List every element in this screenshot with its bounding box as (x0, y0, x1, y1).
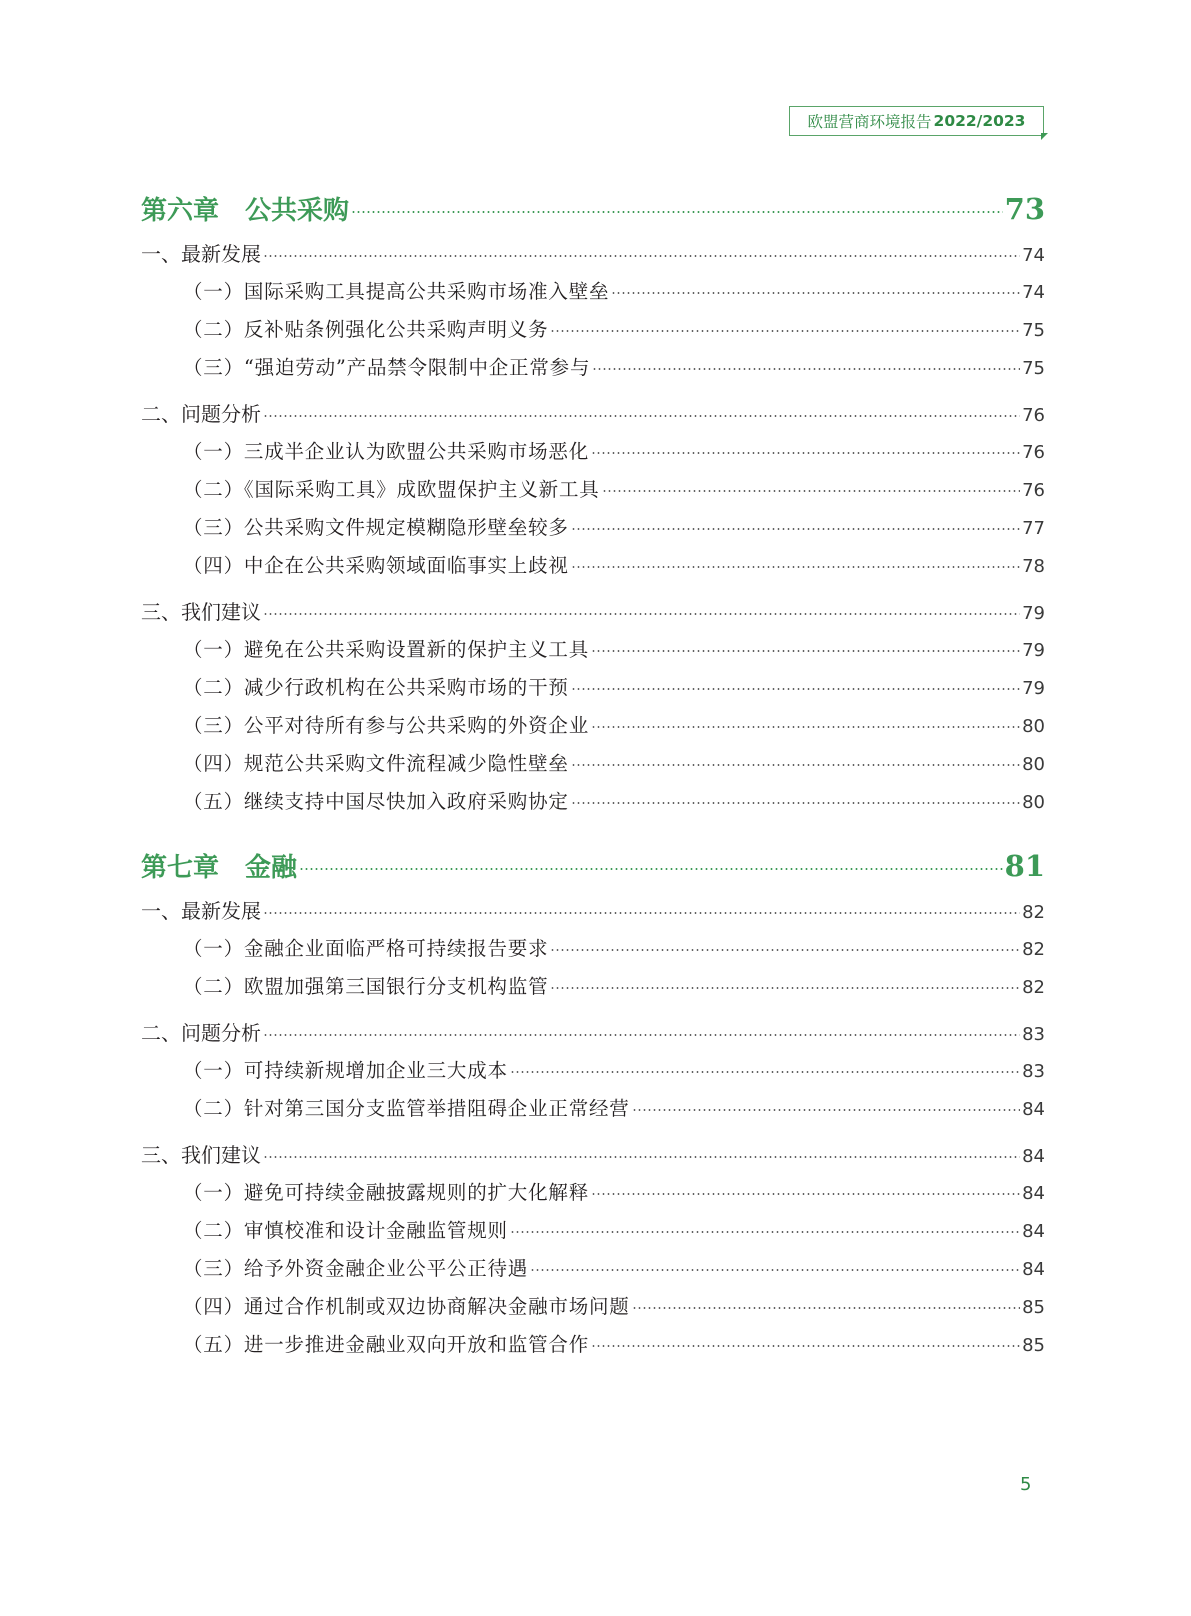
dot-leader (530, 1269, 1020, 1271)
section-entry-label: 三、我们建议 (141, 600, 261, 624)
subsection-entry-page: 84 (1022, 1099, 1045, 1120)
dot-leader (591, 1345, 1020, 1347)
subsection-entry-page: 75 (1022, 320, 1045, 341)
report-years: 2022/2023 (933, 112, 1026, 130)
dot-leader (263, 415, 1020, 417)
subsection-entry-label: （四）规范公共采购文件流程减少隐性壁垒 (183, 752, 569, 775)
dot-leader (592, 368, 1020, 370)
section-entry[interactable] (141, 596, 1045, 625)
subsection-entry-label: （三）“强迫劳动”产品禁令限制中企正常参与 (183, 356, 591, 379)
subsection-entry[interactable] (183, 1253, 1045, 1281)
chapter-entry[interactable] (141, 847, 1045, 884)
section-entry-label: 二、问题分析 (141, 402, 261, 426)
subsection-entry-page: 83 (1022, 1061, 1045, 1082)
dot-leader (571, 688, 1020, 690)
subsection-entry[interactable] (183, 436, 1045, 464)
dot-leader (263, 613, 1020, 615)
subsection-entry[interactable] (183, 314, 1045, 342)
section-entry-label: 一、最新发展 (141, 899, 261, 923)
section-entry-page: 82 (1022, 902, 1045, 923)
subsection-entry-label: （四）中企在公共采购领域面临事实上歧视 (183, 554, 569, 577)
dot-leader (632, 1307, 1020, 1309)
subsection-entry-page: 84 (1022, 1259, 1045, 1280)
subsection-entry-label: （一）金融企业面临严格可持续报告要求 (183, 937, 549, 960)
section-entry-page: 76 (1022, 405, 1045, 426)
section-entry[interactable] (141, 1139, 1045, 1168)
chapter-entry[interactable] (141, 190, 1045, 227)
dot-leader (591, 650, 1020, 652)
dot-leader (571, 802, 1020, 804)
section-entry-label: 三、我们建议 (141, 1143, 261, 1167)
subsection-entry-page: 85 (1022, 1297, 1045, 1318)
subsection-entry[interactable] (183, 933, 1045, 961)
section-entry[interactable] (141, 238, 1045, 267)
subsection-entry-page: 79 (1022, 640, 1045, 661)
subsection-entry[interactable] (183, 1055, 1045, 1083)
report-title: 欧盟营商环境报告 (807, 113, 932, 131)
dot-leader (571, 566, 1020, 568)
page-number: 5 (1020, 1474, 1032, 1495)
chapter-entry-label: 第六章 公共采购 (141, 196, 350, 226)
subsection-entry-page: 82 (1022, 939, 1045, 960)
subsection-entry-label: （二）审慎校准和设计金融监管规则 (183, 1219, 508, 1242)
dot-leader (550, 987, 1020, 989)
dot-leader (510, 1071, 1020, 1073)
subsection-entry-label: （二）针对第三国分支监管举措阻碍企业正常经营 (183, 1097, 630, 1120)
subsection-entry-page: 80 (1022, 754, 1045, 775)
subsection-entry-label: （三）给予外资金融企业公平公正待遇 (183, 1257, 529, 1280)
subsection-entry-label: （三）公共采购文件规定模糊隐形壁垒较多 (183, 516, 569, 539)
subsection-entry-page: 75 (1022, 358, 1045, 379)
subsection-entry[interactable] (183, 1291, 1045, 1319)
subsection-entry-page: 80 (1022, 792, 1045, 813)
subsection-entry-page: 76 (1022, 442, 1045, 463)
subsection-entry[interactable] (183, 1215, 1045, 1243)
subsection-entry[interactable] (183, 710, 1045, 738)
subsection-entry[interactable] (183, 1093, 1045, 1121)
subsection-entry[interactable] (183, 634, 1045, 662)
dot-leader (550, 949, 1020, 951)
badge-corner-mark (1041, 133, 1048, 140)
section-entry-page: 83 (1022, 1024, 1045, 1045)
subsection-entry-page: 74 (1022, 282, 1045, 303)
report-title-badge (789, 106, 1044, 136)
section-entry-page: 84 (1022, 1146, 1045, 1167)
dot-leader (611, 292, 1020, 294)
dot-leader (632, 1109, 1020, 1111)
chapter-entry-page: 81 (1004, 849, 1045, 883)
subsection-entry[interactable] (183, 276, 1045, 304)
subsection-entry-label: （一）避免在公共采购设置新的保护主义工具 (183, 638, 590, 661)
subsection-entry-page: 76 (1022, 480, 1045, 501)
subsection-entry-label: （一）避免可持续金融披露规则的扩大化解释 (183, 1181, 590, 1204)
subsection-entry-label: （五）继续支持中国尽快加入政府采购协定 (183, 790, 569, 813)
dot-leader (591, 1193, 1020, 1195)
section-entry-page: 74 (1022, 245, 1045, 266)
subsection-entry-label: （二）《国际采购工具》成欧盟保护主义新工具 (183, 478, 600, 501)
subsection-entry-label: （二）欧盟加强第三国银行分支机构监管 (183, 975, 549, 998)
dot-leader (263, 1034, 1020, 1036)
dot-leader (591, 726, 1020, 728)
dot-leader (571, 764, 1020, 766)
subsection-entry[interactable] (183, 352, 1045, 380)
section-entry-page: 79 (1022, 603, 1045, 624)
dot-leader (263, 1156, 1020, 1158)
subsection-entry-page: 78 (1022, 556, 1045, 577)
subsection-entry[interactable] (183, 474, 1045, 502)
chapter-entry-page: 73 (1004, 192, 1045, 226)
subsection-entry[interactable] (183, 550, 1045, 578)
subsection-entry[interactable] (183, 971, 1045, 999)
subsection-entry-label: （一）国际采购工具提高公共采购市场准入壁垒 (183, 280, 610, 303)
dot-leader (571, 528, 1020, 530)
subsection-entry[interactable] (183, 748, 1045, 776)
subsection-entry[interactable] (183, 786, 1045, 814)
subsection-entry-label: （一）可持续新规增加企业三大成本 (183, 1059, 508, 1082)
dot-leader (591, 452, 1020, 454)
dot-leader (550, 330, 1020, 332)
subsection-entry-page: 82 (1022, 977, 1045, 998)
section-entry-label: 二、问题分析 (141, 1021, 261, 1045)
subsection-entry-page: 80 (1022, 716, 1045, 737)
subsection-entry[interactable] (183, 1177, 1045, 1205)
section-entry[interactable] (141, 895, 1045, 924)
section-entry-label: 一、最新发展 (141, 242, 261, 266)
subsection-entry-page: 85 (1022, 1335, 1045, 1356)
subsection-entry-label: （二）减少行政机构在公共采购市场的干预 (183, 676, 569, 699)
subsection-entry[interactable] (183, 1329, 1045, 1357)
dot-leader (351, 211, 1003, 213)
chapter-entry-label: 第七章 金融 (141, 853, 298, 883)
subsection-entry[interactable] (183, 512, 1045, 540)
dot-leader (263, 912, 1020, 914)
dot-leader (510, 1231, 1020, 1233)
section-entry[interactable] (141, 1017, 1045, 1046)
subsection-entry-label: （三）公平对待所有参与公共采购的外资企业 (183, 714, 590, 737)
subsection-entry-page: 79 (1022, 678, 1045, 699)
subsection-entry-page: 84 (1022, 1183, 1045, 1204)
dot-leader (299, 868, 1003, 870)
subsection-entry-page: 84 (1022, 1221, 1045, 1242)
subsection-entry-label: （五）进一步推进金融业双向开放和监管合作 (183, 1333, 590, 1356)
subsection-entry-label: （一）三成半企业认为欧盟公共采购市场恶化 (183, 440, 590, 463)
dot-leader (263, 255, 1020, 257)
subsection-entry-page: 77 (1022, 518, 1045, 539)
subsection-entry[interactable] (183, 672, 1045, 700)
section-entry[interactable] (141, 398, 1045, 427)
subsection-entry-label: （四）通过合作机制或双边协商解决金融市场问题 (183, 1295, 630, 1318)
subsection-entry-label: （二）反补贴条例强化公共采购声明义务 (183, 318, 549, 341)
dot-leader (602, 490, 1021, 492)
